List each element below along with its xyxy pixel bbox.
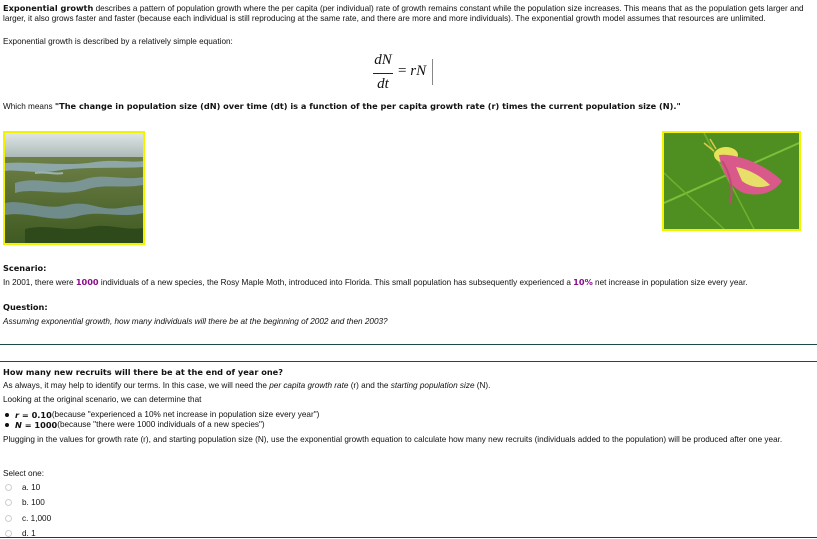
var-symbol: N xyxy=(15,420,22,430)
part1-terms-b: per capita growth rate xyxy=(269,381,349,390)
var-value: = 1000 xyxy=(21,420,58,430)
var-value: = 0.10 xyxy=(19,410,52,420)
intro-definition: describes a pattern of population growth where the per capita (per individual) rate of growth remains constant while the population size increases. This means that as the population gets larger and larger, it also grows faster and faster (because each individual is still reproducing at the same rate, and there are more and more individuals). The exponential growth model assumes that resources are unlimited. xyxy=(3,4,804,23)
radio-button[interactable] xyxy=(5,530,12,537)
part1-instructions: Plugging in the values for growth rate (r), and starting population size (N), use the exponential growth equation to calculate how many new recruits (individuals added to the population) will be produced after one year. xyxy=(3,435,783,444)
part1-terms xyxy=(3,381,809,391)
part1-looking: Looking at the original scenario, we can determine that xyxy=(3,395,202,404)
var-label xyxy=(15,410,52,420)
radio-button[interactable] xyxy=(5,499,12,506)
meaning-paragraph xyxy=(3,101,809,112)
option-label[interactable]: a. 10 xyxy=(22,482,41,492)
variable-list xyxy=(3,410,319,430)
option-a[interactable] xyxy=(5,481,40,493)
exponential-growth-equation xyxy=(372,52,442,98)
option-b[interactable] xyxy=(5,496,45,508)
question-text: Assuming exponential growth, how many individuals will there be at the beginning of 2002 and then 2003? xyxy=(3,317,388,326)
var-r: r xyxy=(410,63,417,79)
moth-svg xyxy=(664,133,799,229)
scenario-text-3: net increase in population size every year. xyxy=(592,278,748,287)
meaning-lead: Which means xyxy=(3,102,55,111)
equation-rhs xyxy=(398,63,426,80)
radio-button[interactable] xyxy=(5,515,12,522)
scenario-rate: 10% xyxy=(573,277,593,287)
radio-button[interactable] xyxy=(5,484,12,491)
scenario-text-2: individuals of a new species, the Rosy Maple Moth, introduced into Florida. This small population has subsequently experienced a xyxy=(98,278,574,287)
rosy-maple-moth-image xyxy=(662,131,801,231)
part1-terms-e: (N). xyxy=(474,381,491,390)
equation-denominator: dt xyxy=(377,76,389,92)
part1-terms-c: (r) and the xyxy=(348,381,391,390)
meaning-quote: "The change in population size (dN) over time (dt) is a function of the per capita growth rate (r) times the current population size (N)." xyxy=(54,101,681,111)
select-one-prompt: Select one: xyxy=(3,469,44,478)
equation-numerator: dN xyxy=(374,52,392,68)
text-cursor xyxy=(432,59,433,85)
divider-bottom xyxy=(0,361,817,362)
option-label[interactable]: b. 100 xyxy=(22,497,45,507)
fraction-bar xyxy=(373,73,393,74)
var-symbol: r xyxy=(15,410,20,420)
var-label xyxy=(15,420,57,430)
var-note: (because "experienced a 10% net increase in population size every year") xyxy=(51,410,320,419)
scenario-text-1: In 2001, there were xyxy=(3,278,76,287)
divider-top xyxy=(0,344,817,345)
option-c[interactable] xyxy=(5,512,51,524)
question-heading: Question: xyxy=(3,302,48,312)
equation-lead: Exponential growth is described by a relatively simple equation: xyxy=(3,37,233,46)
bullet-dot xyxy=(5,413,9,417)
swamp-landscape-svg xyxy=(5,133,143,243)
intro-paragraph xyxy=(3,3,809,24)
scenario-heading: Scenario: xyxy=(3,263,47,273)
scenario-text xyxy=(3,277,797,288)
option-label[interactable]: c. 1,000 xyxy=(22,513,52,523)
swamp-landscape-image xyxy=(3,131,145,245)
list-item xyxy=(3,420,319,430)
option-label[interactable]: d. 1 xyxy=(22,528,36,538)
scenario-count: 1000 xyxy=(75,277,99,287)
term-exponential-growth: Exponential growth xyxy=(3,3,94,13)
equals-sign: = xyxy=(398,63,407,79)
part1-terms-a: As always, it may help to identify our terms. In this case, we will need the xyxy=(3,381,270,390)
part1-heading: How many new recruits will there be at the end of year one? xyxy=(3,367,283,377)
var-n: N xyxy=(416,63,427,79)
part1-terms-d: starting population size xyxy=(390,381,475,390)
list-item xyxy=(3,410,319,420)
bullet-dot xyxy=(5,423,9,427)
var-note: (because "there were 1000 individuals of a new species") xyxy=(57,420,265,429)
